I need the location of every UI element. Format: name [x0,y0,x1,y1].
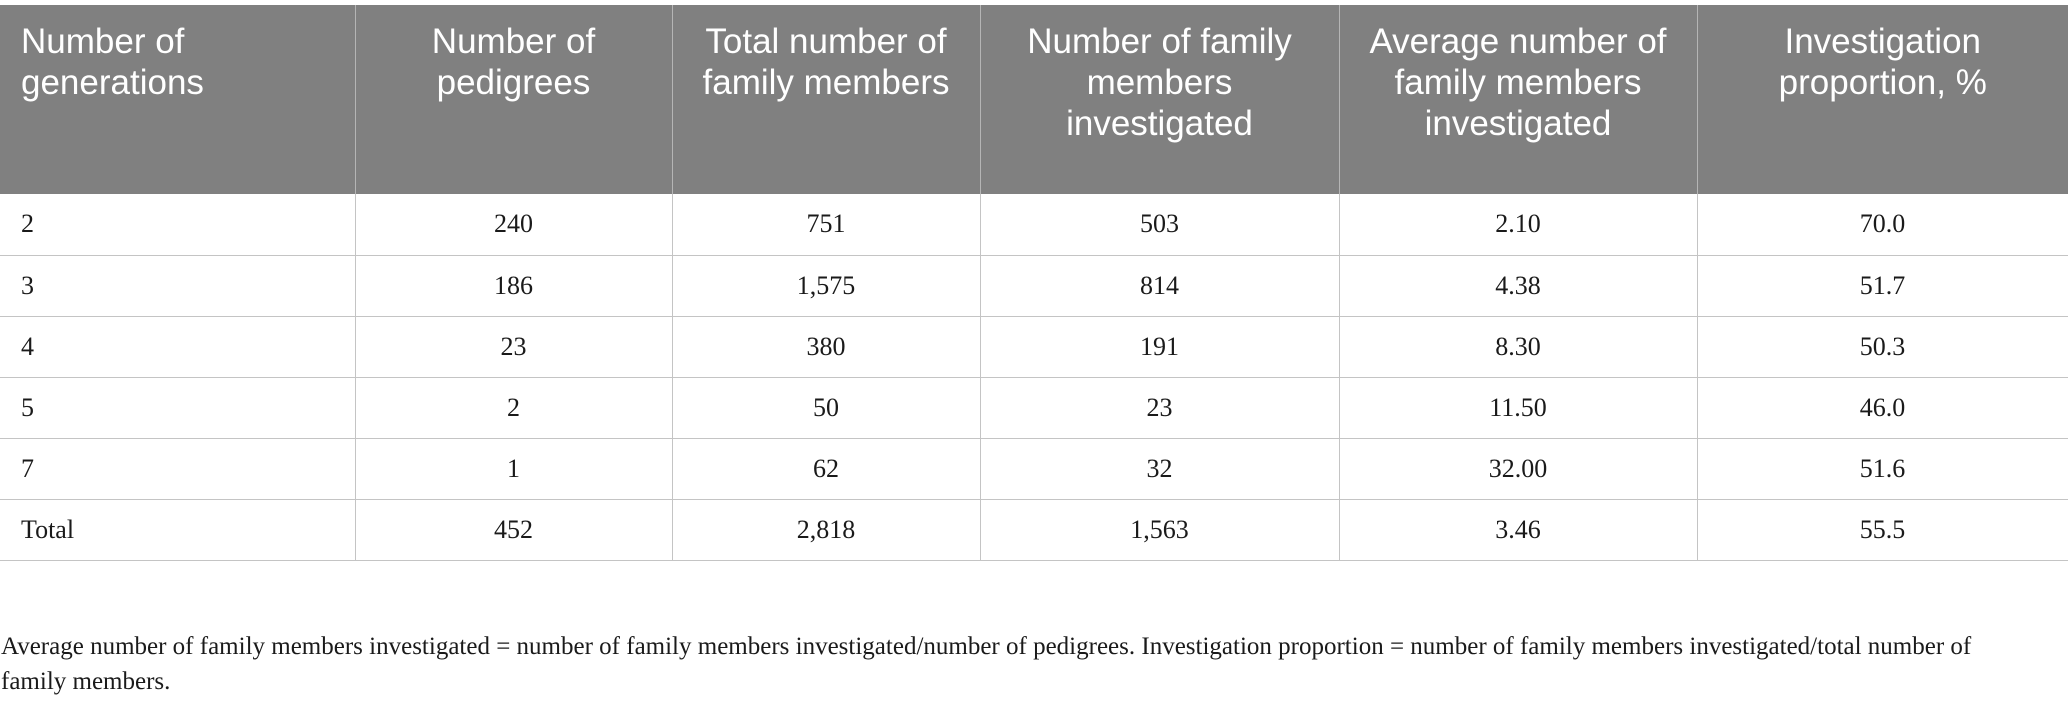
table-cell: 50 [672,377,980,438]
column-header-pedigrees: Number of pedigrees [355,5,672,194]
column-header-generations: Number of generations [0,5,355,194]
table-cell: 51.6 [1697,438,2068,499]
table-cell: 503 [980,194,1339,255]
table-cell: 186 [355,255,672,316]
column-header-members-investigated: Number of family members investigated [980,5,1339,194]
table-cell: 2.10 [1339,194,1697,255]
table-cell: 46.0 [1697,377,2068,438]
table-cell: 5 [0,377,355,438]
table-body [0,194,2068,560]
column-header-investigation-proportion: Investigation proportion, % [1697,5,2068,194]
table-cell: 1,575 [672,255,980,316]
table-row [0,316,2068,377]
table-cell: 814 [980,255,1339,316]
table-cell: 2,818 [672,499,980,560]
table-cell: 70.0 [1697,194,2068,255]
table-cell: 32.00 [1339,438,1697,499]
table-cell: 55.5 [1697,499,2068,560]
table-cell: 8.30 [1339,316,1697,377]
table-cell: 3.46 [1339,499,1697,560]
table-cell: 191 [980,316,1339,377]
table-row [0,438,2068,499]
table-row-total [0,499,2068,560]
column-header-average-investigated: Average number of family members investigated [1339,5,1697,194]
table-cell: 11.50 [1339,377,1697,438]
table-cell: 452 [355,499,672,560]
table-cell: 50.3 [1697,316,2068,377]
table-cell: 23 [980,377,1339,438]
table-row [0,255,2068,316]
table-cell: 51.7 [1697,255,2068,316]
table-cell: 23 [355,316,672,377]
table-row [0,377,2068,438]
table-cell: 7 [0,438,355,499]
table-cell: 1 [355,438,672,499]
table-footnote: Average number of family members investigated = number of family members investigated/number of pedigrees. Investigation proportion = number of family members investigated/total number of family members. [1,633,1972,695]
table-cell: 4 [0,316,355,377]
table-cell: 1,563 [980,499,1339,560]
header-row [0,5,2068,194]
table-cell: 380 [672,316,980,377]
table-cell: 2 [355,377,672,438]
table-cell: Total [0,499,355,560]
table-cell: 4.38 [1339,255,1697,316]
table-row [0,194,2068,255]
column-header-total-members: Total number of family members [672,5,980,194]
table-cell: 240 [355,194,672,255]
table-cell: 32 [980,438,1339,499]
table-cell: 3 [0,255,355,316]
table-cell: 751 [672,194,980,255]
table-header [0,5,2068,194]
table-cell: 62 [672,438,980,499]
data-table [0,5,2068,561]
table-cell: 2 [0,194,355,255]
